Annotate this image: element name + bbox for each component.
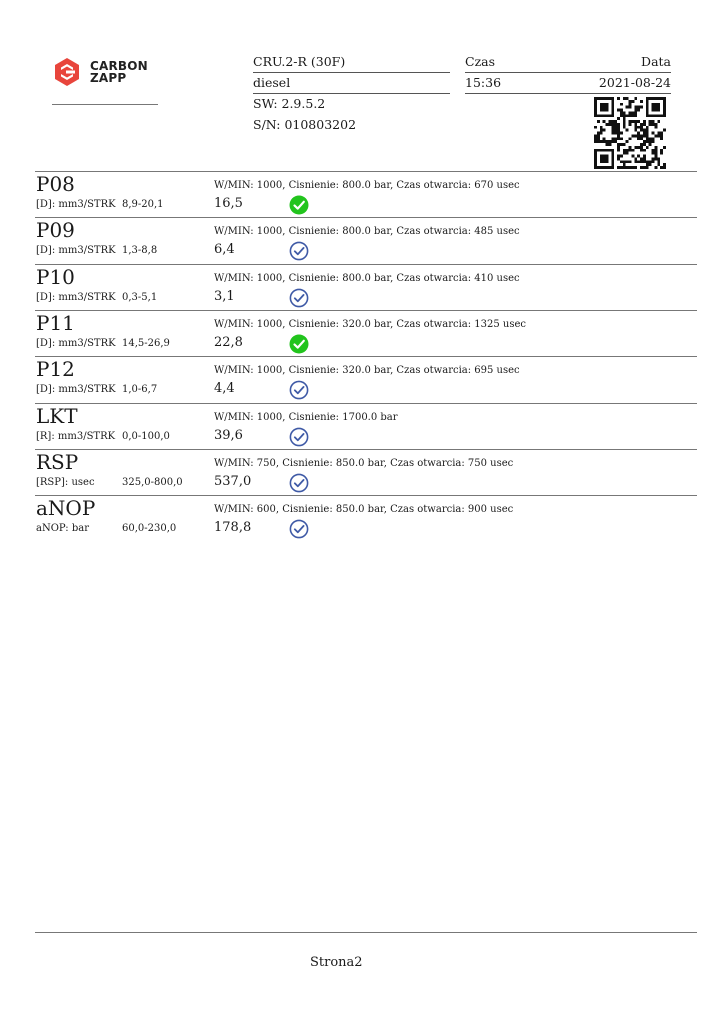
test-code: RSP — [36, 449, 79, 474]
range-value: 0,3-5,1 — [122, 291, 158, 303]
measured-value: 178,8 — [214, 520, 252, 536]
footer-divider — [35, 932, 697, 933]
range-value: 325,0-800,0 — [122, 476, 183, 488]
blue-check-icon — [289, 427, 309, 447]
result-row — [35, 264, 697, 310]
unit-label: [D]: mm3/STRK — [36, 337, 116, 349]
result-row — [35, 495, 697, 541]
test-parameters: W/MIN: 1000, Cisnienie: 320.0 bar, Czas otwarcia: 1325 usec — [214, 318, 526, 330]
measured-value: 6,4 — [214, 242, 235, 258]
unit-label: aNOP: bar — [36, 523, 89, 535]
test-code: LKT — [36, 403, 78, 428]
result-row — [35, 310, 697, 356]
fuel-type: diesel — [253, 75, 450, 94]
device-info — [253, 54, 450, 136]
test-code: P10 — [36, 264, 75, 289]
range-value: 8,9-20,1 — [122, 199, 164, 210]
test-parameters: W/MIN: 1000, Cisnienie: 800.0 bar, Czas otwarcia: 670 usec — [214, 180, 520, 191]
unit-label: [D]: mm3/STRK — [36, 245, 116, 257]
unit-label: [D]: mm3/STRK — [36, 199, 116, 210]
blue-check-icon — [289, 288, 309, 308]
range-value: 1,0-6,7 — [122, 384, 158, 396]
range-value: 60,0-230,0 — [122, 523, 177, 535]
result-row — [35, 217, 697, 263]
result-row — [35, 356, 697, 402]
brand-line-2: ZAPP — [90, 71, 127, 85]
measured-value: 4,4 — [214, 381, 235, 397]
serial-number: S/N: 010803202 — [253, 117, 357, 132]
blue-check-icon — [289, 519, 309, 539]
test-parameters: W/MIN: 600, Cisnienie: 850.0 bar, Czas otwarcia: 900 usec — [214, 504, 514, 516]
range-value: 1,3-8,8 — [122, 245, 158, 257]
unit-label: [D]: mm3/STRK — [36, 291, 116, 303]
blue-check-icon — [289, 380, 309, 400]
test-code: P12 — [36, 357, 75, 382]
blue-check-icon — [289, 241, 309, 261]
qr-code — [594, 97, 666, 169]
unit-label: [RSP]: usec — [36, 476, 95, 488]
unit-label: [R]: mm3/STRK — [36, 430, 116, 442]
signature-line — [52, 104, 158, 105]
measured-value: 39,6 — [214, 427, 243, 443]
date-value: 2021-08-24 — [598, 75, 671, 90]
test-code: P11 — [36, 310, 75, 335]
carbon-zapp-logo-icon — [52, 57, 82, 87]
measured-value: 16,5 — [214, 196, 243, 211]
test-code: P09 — [36, 218, 75, 243]
range-value: 0,0-100,0 — [122, 430, 170, 442]
model-name: CRU.2-R (30F) — [253, 54, 450, 73]
range-value: 14,5-26,9 — [122, 337, 170, 349]
green-check-icon — [289, 195, 309, 215]
unit-label: [D]: mm3/STRK — [36, 384, 116, 396]
test-parameters: W/MIN: 1000, Cisnienie: 800.0 bar, Czas otwarcia: 410 usec — [214, 272, 520, 284]
test-parameters: W/MIN: 1000, Cisnienie: 320.0 bar, Czas otwarcia: 695 usec — [214, 365, 520, 377]
test-parameters: W/MIN: 750, Cisnienie: 850.0 bar, Czas otwarcia: 750 usec — [214, 457, 514, 469]
brand-line-1: CARBON — [90, 59, 148, 73]
software-version: SW: 2.9.5.2 — [253, 96, 326, 111]
test-parameters: W/MIN: 1000, Cisnienie: 800.0 bar, Czas otwarcia: 485 usec — [214, 226, 520, 238]
result-row — [35, 171, 697, 217]
result-row — [35, 403, 697, 449]
date-label: Data — [641, 54, 671, 69]
page-number: Strona2 — [310, 955, 363, 970]
green-check-icon — [289, 334, 309, 354]
measured-value: 22,8 — [214, 334, 243, 350]
carbon-zapp-logo — [52, 56, 162, 88]
time-label: Czas — [465, 54, 496, 69]
time-date-block — [465, 54, 671, 94]
measured-value: 3,1 — [214, 288, 235, 304]
result-row — [35, 449, 697, 495]
measured-value: 537,0 — [214, 473, 252, 489]
blue-check-icon — [289, 473, 309, 493]
test-code: aNOP — [36, 496, 96, 521]
test-parameters: W/MIN: 1000, Cisnienie: 1700.0 bar — [214, 411, 398, 423]
test-code: P08 — [36, 172, 75, 196]
time-value: 15:36 — [465, 75, 502, 90]
